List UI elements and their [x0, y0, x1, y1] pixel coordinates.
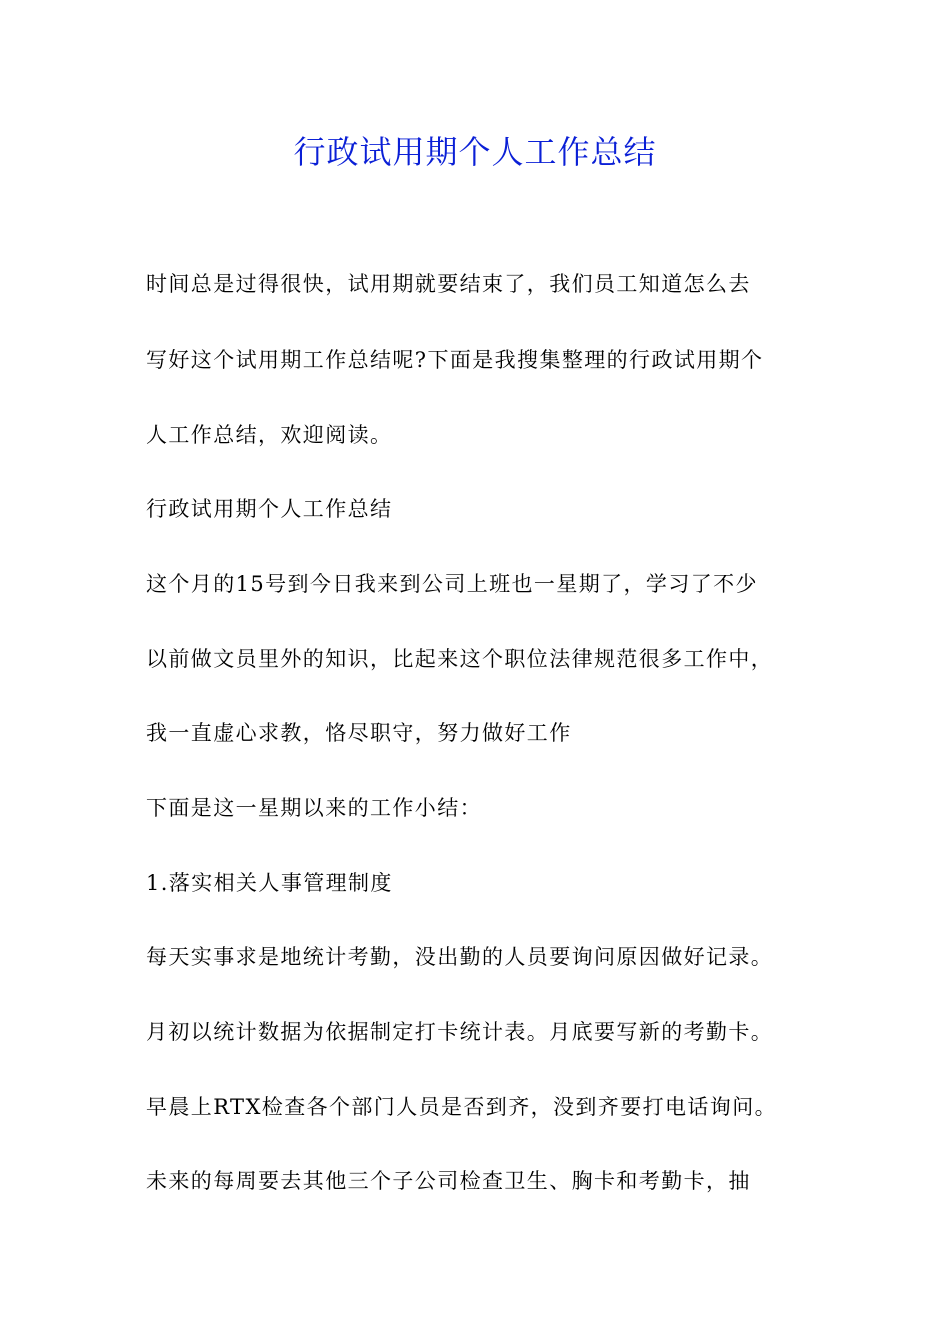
list-item-1-heading: 1.落实相关人事管理制度 [146, 871, 393, 895]
body-line-7: 我一直虚心求教，恪尽职守，努力做好工作 [146, 721, 572, 745]
body-line-13: 未来的每周要去其他三个子公司检查卫生、胸卡和考勤卡，抽 [146, 1169, 751, 1193]
body-line-11: 月初以统计数据为依据制定打卡统计表。月底要写新的考勤卡。 [146, 1020, 774, 1044]
body-line-1: 时间总是过得很快，试用期就要结束了，我们员工知道怎么去 [146, 272, 751, 296]
body-line-2: 写好这个试用期工作总结呢?下面是我搜集整理的行政试用期个 [146, 348, 764, 372]
document-title: 行政试用期个人工作总结 [293, 133, 657, 171]
body-line-6: 以前做文员里外的知识，比起来这个职位法律规范很多工作中， [146, 647, 774, 671]
body-line-5: 这个月的15号到今日我来到公司上班也一星期了，学习了不少 [146, 572, 758, 596]
body-line-10: 每天实事求是地统计考勤，没出勤的人员要询问原因做好记录。 [146, 945, 774, 969]
body-line-3: 人工作总结，欢迎阅读。 [146, 423, 393, 447]
body-line-8: 下面是这一星期以来的工作小结： [146, 796, 482, 820]
body-line-12: 早晨上RTX检查各个部门人员是否到齐，没到齐要打电话询问。 [146, 1095, 777, 1119]
section-heading: 行政试用期个人工作总结 [146, 497, 393, 521]
